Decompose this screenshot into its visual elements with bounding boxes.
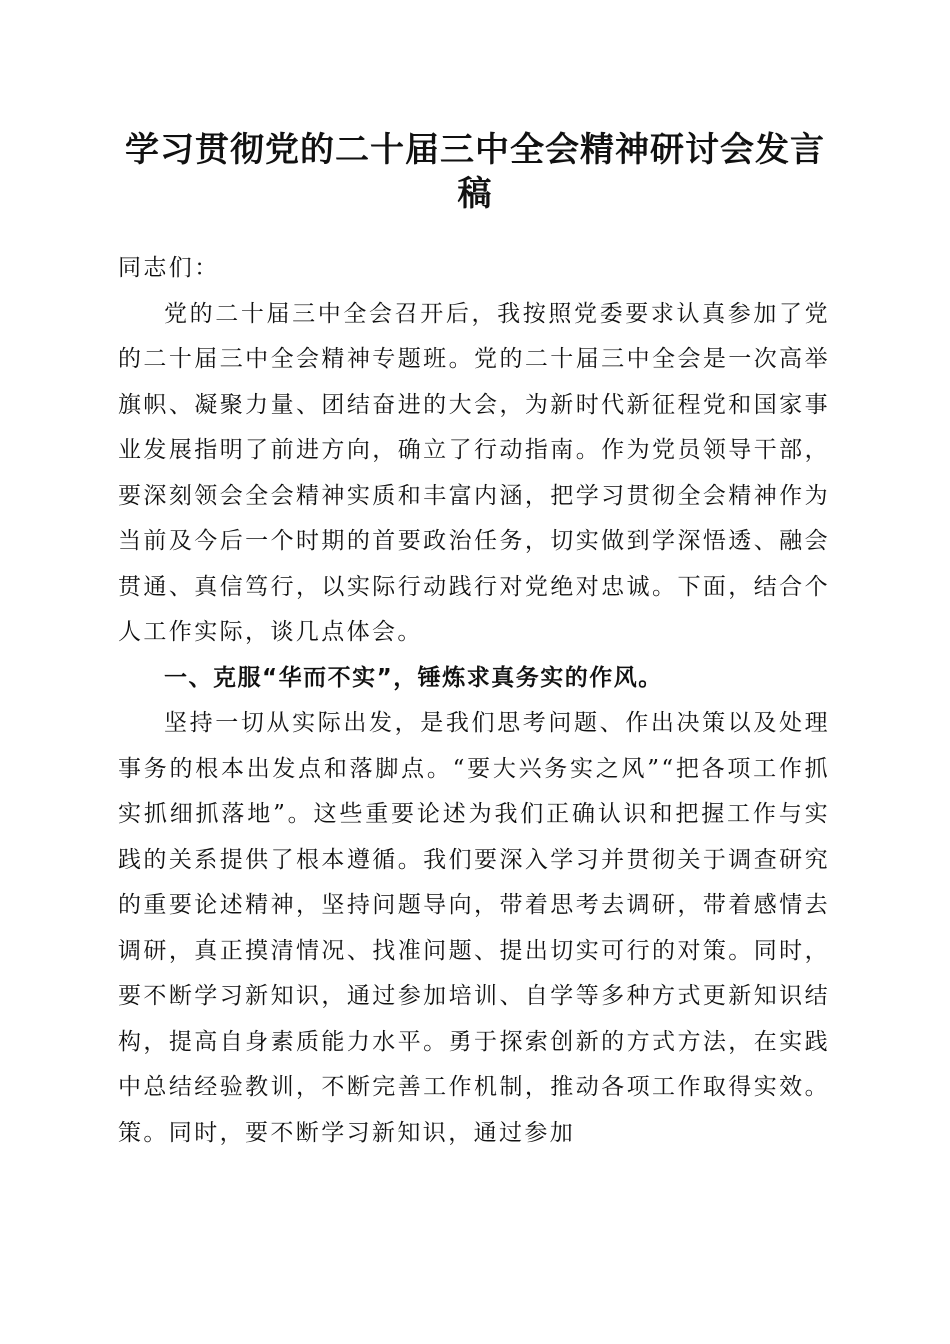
section-heading-1: 一、克服“华而不实”，锤炼求真务实的作风。 xyxy=(164,664,663,691)
salutation: 同志们： xyxy=(118,255,220,281)
section-paragraph-1: 坚持一切从实际出发，是我们思考问题、作出决策以及处理事务的根本出发点和落脚点。“要大兴务实之风”“把各项工作抓实抓细抓落地”。这些重要论述为我们正确认识和把握工作与实践的关系提供了根本遵循。我们要深入学习并贯彻关于调查研究的重要论述精神，坚持问题导向，带着思考去调研，带着感情去调研，真正摸清情况、找准问题、提出切实可行的对策。同时，要不断学习新知识，通过参加培训、自学等多种方式更新知识结构，提高自身素质能力水平。勇于探索创新的方式方法，在实践中总结经验教训，不断完善工作机制，推动各项工作取得实效。策。同时，要不断学习新知识，通过参加 xyxy=(118,710,830,1146)
document-body xyxy=(118,246,830,1156)
intro-paragraph: 党的二十届三中全会召开后，我按照党委要求认真参加了党的二十届三中全会精神专题班。党的二十届三中全会是一次高举旗帜、凝聚力量、团结奋进的大会，为新时代新征程党和国家事业发展指明了前进方向，确立了行动指南。作为党员领导干部，要深刻领会全会精神实质和丰富内涵，把学习贯彻全会精神作为当前及今后一个时期的首要政治任务，切实做到学深悟透、融会贯通、真信笃行，以实际行动践行对党绝对忠诚。下面，结合个人工作实际，谈几点体会。 xyxy=(118,300,830,645)
document-title: 学习贯彻党的二十届三中全会精神研讨会发言稿 xyxy=(125,130,825,214)
